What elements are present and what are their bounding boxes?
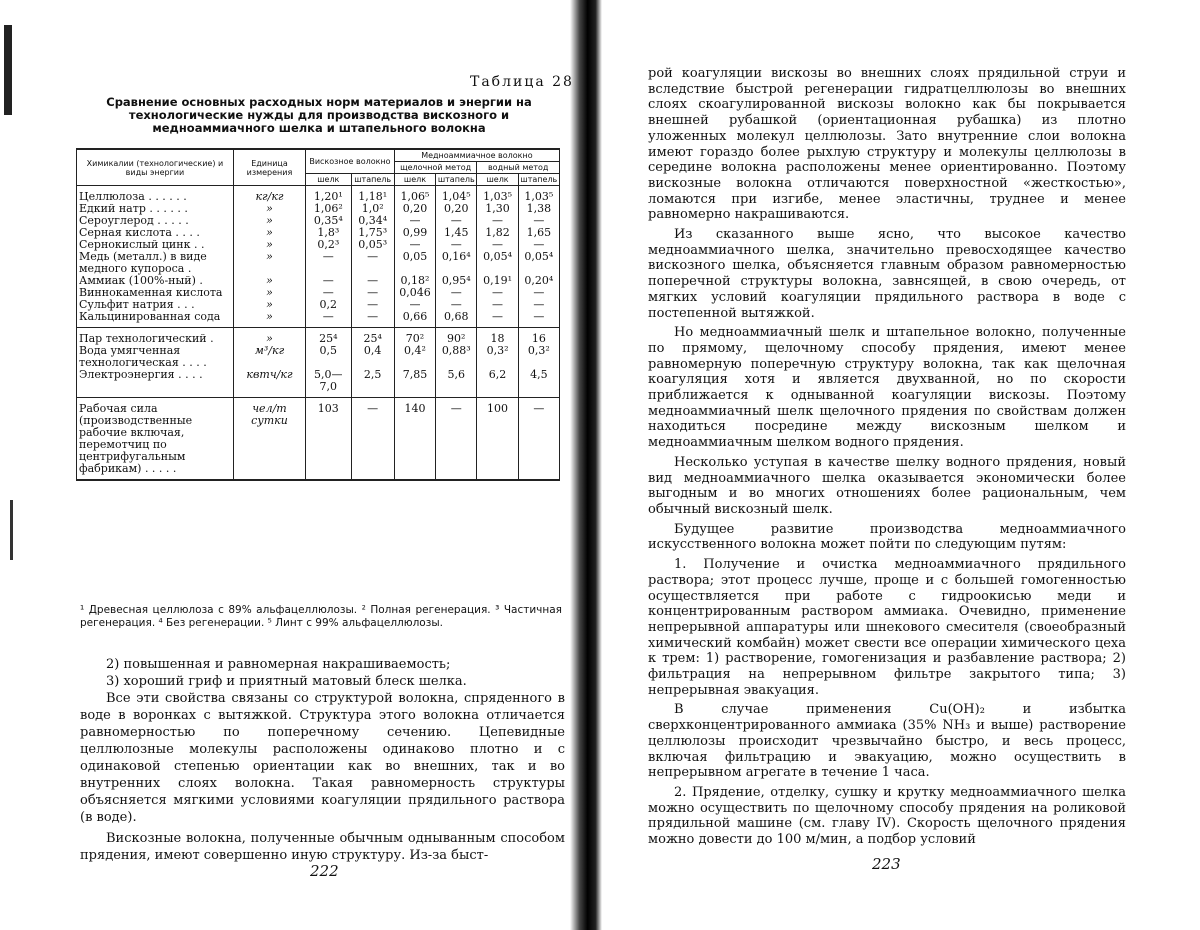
row-value: 1,30	[477, 203, 518, 215]
row-value: 5,0—7,0	[306, 369, 351, 398]
row-value: 1,06²	[306, 203, 351, 215]
row-unit: »	[233, 215, 305, 227]
row-value: 0,20	[436, 203, 477, 215]
row-unit: кг/кг	[233, 186, 305, 204]
row-value: 0,99	[394, 227, 435, 239]
row-value: —	[394, 299, 435, 311]
row-unit: квтч/кг	[233, 369, 305, 398]
row-unit: »	[233, 251, 305, 275]
row-value: 0,95⁴	[436, 275, 477, 287]
row-value: 0,34⁴	[351, 215, 394, 227]
row-value: 25⁴	[351, 328, 394, 346]
header-unit: Единица измерения	[233, 149, 305, 186]
row-unit: чел/т сутки	[233, 398, 305, 481]
row-value: —	[518, 287, 559, 299]
row-name: Аммиак (100%-ный) .	[77, 275, 234, 287]
row-unit: »	[233, 299, 305, 311]
row-value: 1,06⁵	[394, 186, 435, 204]
header-silk: шелк	[394, 174, 435, 186]
row-value: —	[351, 398, 394, 481]
row-value: —	[351, 311, 394, 328]
row-value: 0,05³	[351, 239, 394, 251]
header-water: водный метод	[477, 162, 560, 174]
header-silk: шелк	[477, 174, 518, 186]
table-footnote: ¹ Древесная целлюлоза с 89% альфацеллюлозы. ² Полная регенерация. ³ Частичная регенерация. ⁴ Без регенерации. ⁵ Линт с 99% альфацеллюлозы.	[80, 604, 562, 629]
row-unit: »	[233, 275, 305, 287]
row-value: 0,4²	[394, 345, 435, 369]
row-value: 0,18²	[394, 275, 435, 287]
row-value: 0,3²	[477, 345, 518, 369]
row-name: Пар технологический .	[77, 328, 234, 346]
row-value: 0,16⁴	[436, 251, 477, 275]
row-value: —	[436, 287, 477, 299]
table-row	[77, 311, 560, 328]
row-value: —	[518, 239, 559, 251]
paragraph: Но медноаммиачный шелк и штапельное волокно, полученные по прямому, щелочному способу прядения, имеют менее равномерную поперечную структуру волокна, так как щелочная коагуляция хотя и является двухванной, но по скорости приближается к одныванной коагуляции вискозы. Поэтому медноаммиачный шелк щелочного прядения по свойствам должен находиться посредине между вискозным шелком и медноаммиачным шелком водного прядения.	[648, 325, 1126, 451]
row-value: —	[351, 287, 394, 299]
row-value: 16	[518, 328, 559, 346]
row-value: 0,5	[306, 345, 351, 369]
row-value: 0,3²	[518, 345, 559, 369]
row-unit: »	[233, 203, 305, 215]
row-value: —	[477, 215, 518, 227]
row-value: 0,68	[436, 311, 477, 328]
table-row	[77, 398, 560, 481]
row-unit: »	[233, 227, 305, 239]
row-value: 90²	[436, 328, 477, 346]
row-value: —	[436, 215, 477, 227]
row-name: Целлюлоза . . . . . .	[77, 186, 234, 204]
row-unit: м³/кг	[233, 345, 305, 369]
paragraph: 1. Получение и очистка медноаммиачного прядильного раствора; этот процесс лучше, проще и с большей гомогенностью осуществляется при работе с гидроокисью меди и концентрированным раствором аммиака. Очевидно, применение непрерывной аппаратуры или шнекового смесителя (своеобразный химический комбайн) может свести все операции химического цеха к трем: 1) растворение, гомогенизация и разбавление раствора; 2) фильтрация на непрерывном фильтре закрытого типа; 3) непрерывная эвакуация.	[648, 557, 1126, 698]
paragraph: Несколько уступая в качестве шелку водного прядения, новый вид медноаммиачного шелка оказывается экономически более выгодным и во многих отношениях более рациональным, чем обычный вискозный шелк.	[648, 454, 1126, 517]
row-value: 1,75³	[351, 227, 394, 239]
paragraph: Вискозные волокна, полученные обычным одныванным способом прядения, имеют совершенно иную структуру. Из-за быст-	[80, 831, 565, 863]
row-value: —	[394, 239, 435, 251]
row-value: 1,04⁵	[436, 186, 477, 204]
row-value: 0,2	[306, 299, 351, 311]
row-name: Сернокислый цинк . .	[77, 239, 234, 251]
row-value: —	[351, 275, 394, 287]
row-value: 70²	[394, 328, 435, 346]
table-number: Таблица 28	[470, 74, 574, 90]
row-value: 0,20	[394, 203, 435, 215]
row-name: Едкий натр . . . . . .	[77, 203, 234, 215]
row-value: 25⁴	[306, 328, 351, 346]
header-silk: шелк	[306, 174, 351, 186]
row-value: —	[477, 299, 518, 311]
row-value: —	[477, 239, 518, 251]
row-value: 1,38	[518, 203, 559, 215]
row-value: 1,03⁵	[518, 186, 559, 204]
row-value: 100	[477, 398, 518, 481]
row-value: 0,05⁴	[518, 251, 559, 275]
row-value: —	[436, 239, 477, 251]
row-value: 2,5	[351, 369, 394, 398]
header-chemicals: Химикалии (технологические) и виды энергии	[77, 149, 234, 186]
row-value: —	[306, 311, 351, 328]
row-name: Виннокаменная кислота	[77, 287, 234, 299]
page-number: 222	[310, 862, 339, 880]
row-value: —	[518, 311, 559, 328]
norms-table	[76, 148, 560, 481]
paragraph: В случае применения Cu(OH)₂ и избытка сверхконцентрированного аммиака (35% NH₃ и выше) растворение целлюлозы происходит чрезвычайно быстро, и весь процесс, включая фильтрацию и эвакуацию, можно осуществить в непрерывном агрегате в течение 1 часа.	[648, 702, 1126, 781]
table-row	[77, 345, 560, 369]
row-value: —	[518, 398, 559, 481]
row-name: Медь (металл.) в виде медного купороса .	[77, 251, 234, 275]
table-row	[77, 251, 560, 275]
paragraph: Все эти свойства связаны со структурой волокна, спряденного в воде в воронках с вытяжкой. Структура этого волокна отличается равномерностью по поперечному сечению. Цепевидные целлюлозные молекулы расположены одинаково плотно и с одинаковой степенью ориентации как во внешних, так и во внутренних слоях волокна. Такая равномерность структуры объясняется мягкими условиями коагуляции прядильного раствора (в воде).	[80, 691, 565, 825]
row-unit: »	[233, 328, 305, 346]
row-value: 18	[477, 328, 518, 346]
row-value: 0,66	[394, 311, 435, 328]
row-value: 0,046	[394, 287, 435, 299]
row-value: 1,18¹	[351, 186, 394, 204]
row-value: —	[306, 275, 351, 287]
row-value: 140	[394, 398, 435, 481]
row-value: 0,05	[394, 251, 435, 275]
row-value: 0,4	[351, 345, 394, 369]
row-unit: »	[233, 239, 305, 251]
paragraph: рой коагуляции вискозы во внешних слоях прядильной струи и вследствие быстрой регенерации гидратцеллюлозы во внешних слоях скоагулированной вискозы волокно как бы покрывается внешней рубашкой (ориентационная рубашка) из плотно уложенных молекул целлюлозы. Зато внутренние слои волокна имеют гораздо более рыхлую структуру и молекулы целлюлозы в середине волокна расположены менее ориентированно. Поэтому вискозные волокна отличаются поверхностной «жесткостью», ломаются при изгибе, менее эластичны, труднее и менее равномерно накрашиваются.	[648, 66, 1126, 223]
row-value: —	[518, 299, 559, 311]
row-name: Рабочая сила (производственные рабочие включая, перемотчиц по центрифугальным фабрикам) . . . . .	[77, 398, 234, 481]
header-staple: штапель	[518, 174, 559, 186]
header-staple: штапель	[436, 174, 477, 186]
paragraph: 3) хороший гриф и приятный матовый блеск шелка.	[106, 674, 467, 689]
row-value: 1,20¹	[306, 186, 351, 204]
row-unit: »	[233, 287, 305, 299]
row-value: 1,45	[436, 227, 477, 239]
left-page	[0, 0, 585, 930]
row-value: 4,5	[518, 369, 559, 398]
paragraph: 2) повышенная и равномерная накрашиваемость;	[106, 657, 451, 672]
row-value: 1,0²	[351, 203, 394, 215]
row-value: 1,8³	[306, 227, 351, 239]
row-name: Вода умягченная технологическая . . . .	[77, 345, 234, 369]
row-name: Кальцинированная сода	[77, 311, 234, 328]
row-value: —	[436, 299, 477, 311]
header-copper: Медноаммиачное волокно	[394, 149, 559, 162]
row-value: 103	[306, 398, 351, 481]
row-value: —	[477, 311, 518, 328]
page-number: 223	[872, 855, 901, 873]
row-name: Электроэнергия . . . .	[77, 369, 234, 398]
row-value: —	[351, 299, 394, 311]
row-value: —	[306, 287, 351, 299]
row-value: 0,20⁴	[518, 275, 559, 287]
row-name: Сероуглерод . . . . .	[77, 215, 234, 227]
row-value: —	[351, 251, 394, 275]
row-value: —	[394, 215, 435, 227]
row-value: 7,85	[394, 369, 435, 398]
left-body-text	[80, 656, 565, 864]
row-value: 0,05⁴	[477, 251, 518, 275]
paragraph: Будущее развитие производства медноаммиачного искусственного волокна может пойти по следующим путям:	[648, 521, 1126, 553]
table-row	[77, 369, 560, 398]
row-value: 0,88³	[436, 345, 477, 369]
row-value: —	[436, 398, 477, 481]
row-value: 6,2	[477, 369, 518, 398]
header-staple: штапель	[351, 174, 394, 186]
row-value: —	[518, 215, 559, 227]
header-viscose: Вискозное волокно	[306, 149, 395, 174]
row-value: 0,35⁴	[306, 215, 351, 227]
row-name: Сульфит натрия . . .	[77, 299, 234, 311]
row-value: 1,82	[477, 227, 518, 239]
header-alkaline: щелочной метод	[394, 162, 477, 174]
row-value: —	[306, 251, 351, 275]
row-value: 0,19¹	[477, 275, 518, 287]
table-title: Сравнение основных расходных норм материалов и энергии на технологические нужды для производства вискозного и медноаммиачного шелка и штапельного волокна	[106, 95, 532, 135]
table-row	[77, 186, 560, 204]
paragraph: 2. Прядение, отделку, сушку и крутку медноаммиачного шелка можно осуществить по щелочному способу прядения на роликовой прядильной машине (см. главу IV). Скорость щелочного прядения можно довести до 100 м/мин, а подбор условий	[648, 784, 1126, 848]
row-value: 1,03⁵	[477, 186, 518, 204]
row-unit: »	[233, 311, 305, 328]
row-value: 1,65	[518, 227, 559, 239]
paragraph: Из сказанного выше ясно, что высокое качество медноаммиачного шелка, значительно превосходящее качество вискозного шелка, объясняется главным образом равномерностью поперечной структуры волокна, завнсящей, в свою очередь, от мягких условий коагуляции прядильного раствора в воде с постепенной вытяжкой.	[648, 227, 1126, 321]
row-name: Серная кислота . . . .	[77, 227, 234, 239]
row-value: 0,2³	[306, 239, 351, 251]
right-body-text	[648, 66, 1126, 852]
table-row	[77, 328, 560, 346]
row-value: —	[477, 287, 518, 299]
row-value: 5,6	[436, 369, 477, 398]
